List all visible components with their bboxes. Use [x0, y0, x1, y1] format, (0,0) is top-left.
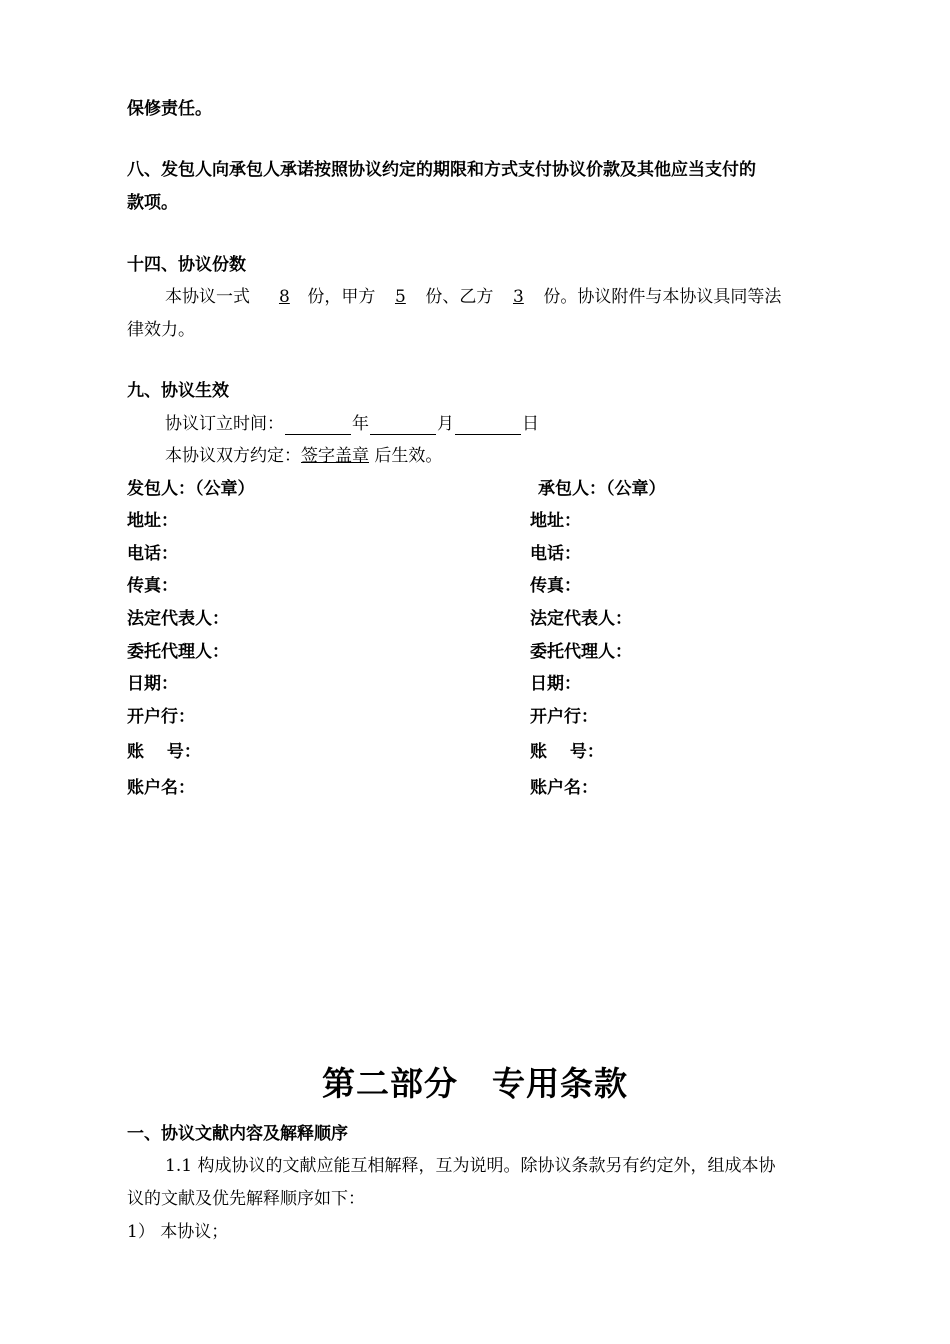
employer-bank: 开户行： — [127, 707, 195, 727]
contractor-title: 承包人：（公章） — [538, 479, 666, 499]
year-label: 年 — [352, 414, 369, 434]
warranty-tail: 保修责任。 — [127, 99, 212, 119]
item1-text: 本协议； — [160, 1222, 229, 1242]
para1-line2: 议的文献及优先解释顺序如下： — [127, 1189, 365, 1209]
copies-mid2: 份、乙方 — [425, 287, 494, 307]
copies-total: 8 — [278, 287, 290, 307]
contractor-phone: 电话： — [530, 544, 581, 564]
contractor-account-name: 账户名： — [530, 778, 598, 798]
contractor-agent: 委托代理人： — [530, 642, 632, 662]
employer-fax: 传真： — [127, 576, 178, 596]
month-blank — [370, 416, 436, 435]
clause14-heading: 十四、协议份数 — [127, 255, 246, 275]
part2-title: 第二部分 专用条款 — [322, 1064, 628, 1103]
day-blank — [455, 416, 521, 435]
sign-time-label: 协议订立时间： — [165, 414, 284, 434]
year-blank — [285, 416, 351, 435]
employer-phone: 电话： — [127, 544, 178, 564]
contractor-account-no: 账 号： — [530, 742, 604, 762]
effect-prefix: 本协议双方约定： — [165, 446, 301, 466]
copies-prefix: 本协议一式 — [165, 287, 250, 307]
effect-value: 签字盖章 — [301, 446, 369, 466]
contractor-address: 地址： — [530, 511, 581, 531]
copies-a: 5 — [394, 287, 406, 307]
clause8-line2: 款项。 — [127, 193, 178, 213]
copies-line — [165, 286, 781, 308]
day-label: 日 — [522, 414, 539, 434]
clause8-line1: 八、发包人向承包人承诺按照协议约定的期限和方式支付协议价款及其他应当支付的 — [127, 160, 756, 180]
employer-legal-rep: 法定代表人： — [127, 609, 229, 629]
employer-agent: 委托代理人： — [127, 642, 229, 662]
contractor-fax: 传真： — [530, 576, 581, 596]
effect-suffix: 后生效。 — [369, 446, 443, 466]
employer-address: 地址： — [127, 511, 178, 531]
copies-b: 3 — [512, 287, 524, 307]
contractor-legal-rep: 法定代表人： — [530, 609, 632, 629]
effect-line — [165, 445, 442, 467]
employer-date: 日期： — [127, 674, 178, 694]
sign-time-line — [165, 413, 539, 435]
employer-account-no: 账 号： — [127, 742, 201, 762]
copies-suffix: 份。协议附件与本协议具同等法 — [543, 287, 782, 307]
clause9-heading: 九、协议生效 — [127, 381, 229, 401]
item1-num: 1） — [127, 1222, 155, 1242]
copies-line2: 律效力。 — [127, 320, 195, 340]
section1-heading: 一、协议文献内容及解释顺序 — [127, 1124, 348, 1144]
list-item — [127, 1221, 228, 1243]
employer-title: 发包人：（公章） — [127, 479, 255, 499]
month-label: 月 — [437, 414, 454, 434]
contractor-date: 日期： — [530, 674, 581, 694]
contractor-bank: 开户行： — [530, 707, 598, 727]
copies-mid1: 份，甲方 — [307, 287, 376, 307]
employer-account-name: 账户名： — [127, 778, 195, 798]
para1-line1: 1.1 构成协议的文献应能互相解释，互为说明。除协议条款另有约定外，组成本协 — [165, 1156, 776, 1176]
